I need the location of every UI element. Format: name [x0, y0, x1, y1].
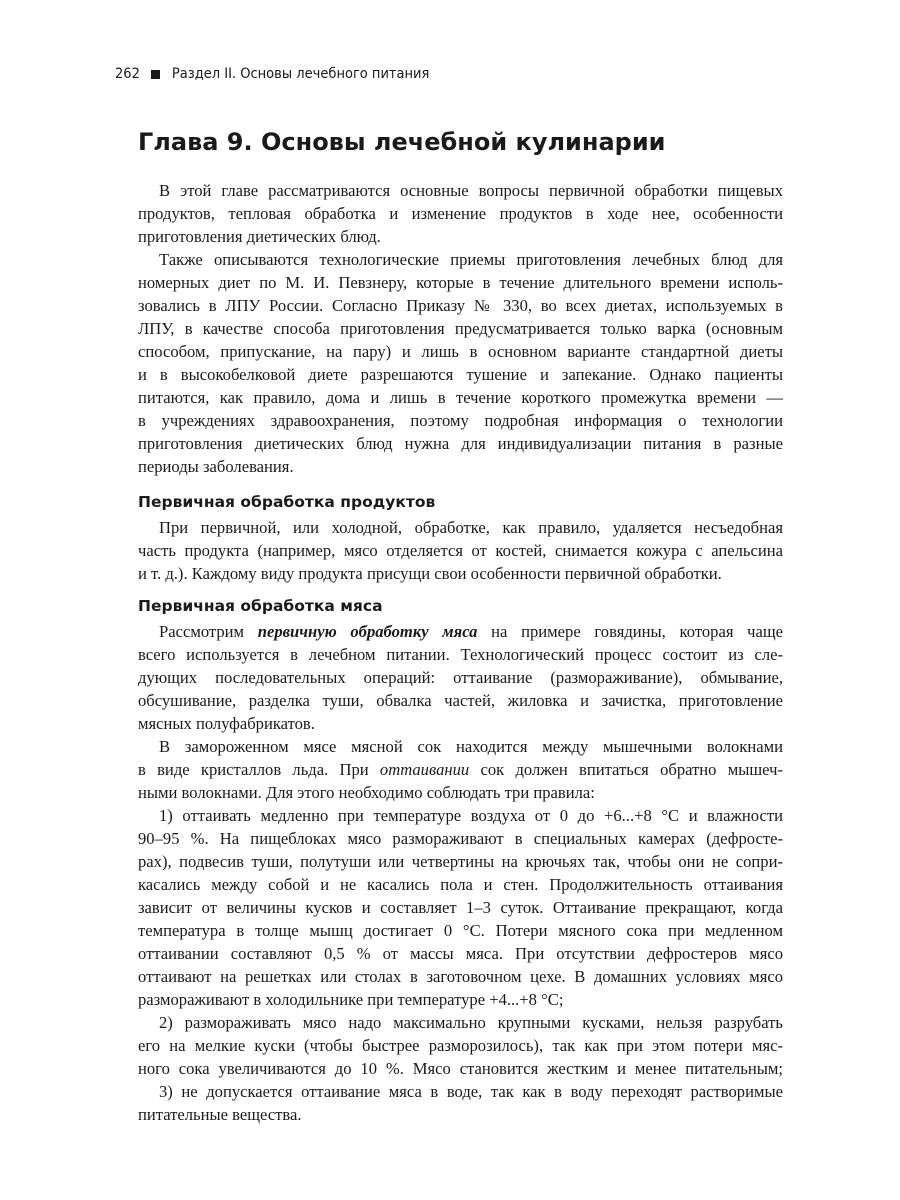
square-bullet-icon: [151, 70, 160, 79]
text-line: мясных полуфабрикатов.: [138, 714, 315, 733]
text-line: номерных диет по М. И. Певзнеру, которые в течение длительного времени исполь-: [138, 273, 783, 292]
meat-paragraph-1: [138, 620, 783, 735]
body-text: [138, 179, 783, 1126]
text-line: [138, 620, 783, 643]
text-line: Также описываются технологические приемы приготовления лечебных блюд для: [159, 250, 783, 269]
italic-term: оттаивании: [379, 760, 470, 779]
text-line: температура в толще мышц достигает 0 °С. Потери мясного сока при медленном: [138, 921, 783, 940]
text-line: ного сока увеличиваются до 10 %. Мясо становится жестким и менее питательным;: [138, 1059, 783, 1078]
products-paragraph: [138, 516, 783, 585]
intro-paragraph-1: [138, 179, 783, 248]
section-heading-products: Первичная обработка продуктов: [138, 493, 436, 511]
rule-2: [138, 1011, 783, 1080]
text-line: и т. д.). Каждому виду продукта присущи свои особенности первичной обработки.: [138, 564, 722, 583]
rule-3: [138, 1080, 783, 1126]
text-line: 90–95 %. На пищеблоках мясо размораживают в специальных камерах (дефросте-: [138, 829, 783, 848]
text-line: способом, припускание, на пару) и лишь в основном варианте стандартной диеты: [138, 342, 783, 361]
text-line: касались между собой и не касались пола и стен. Продолжительность оттаивания: [138, 875, 783, 894]
text-line: 3) не допускается оттаивание мяса в воде, так как в воду переходят растворимые: [159, 1082, 783, 1101]
text-line: и в высокобелковой диете разрешаются тушение и запекание. Однако пациенты: [138, 365, 783, 384]
chapter-title: Глава 9. Основы лечебной кулинарии: [138, 128, 666, 156]
text-line: В замороженном мясе мясной сок находится между мышечными волокнами: [159, 737, 783, 756]
text-line: ными волокнами. Для этого необходимо соблюдать три правила:: [138, 783, 595, 802]
text-line: приготовления диетических блюд.: [138, 227, 381, 246]
text-line: обсушивание, разделка туши, обвалка частей, жиловка и зачистка, приготовление: [138, 691, 783, 710]
text-line: В этой главе рассматриваются основные вопросы первичной обработки пищевых: [159, 181, 783, 200]
text-line: 2) размораживать мясо надо максимально крупными кусками, нельзя разрубать: [159, 1013, 783, 1032]
text-run: сок должен впитаться обратно мышеч-: [469, 760, 783, 779]
text-line: периоды заболевания.: [138, 457, 294, 476]
emphasis-term: первичную обработку мяса: [257, 622, 478, 641]
rule-1: [138, 804, 783, 1011]
text-line: в учреждениях здравоохранения, поэтому подробная информация о технологии: [138, 411, 783, 430]
text-line: При первичной, или холодной, обработке, как правило, удаляется несъедобная: [159, 518, 783, 537]
text-line: оттаивании составляют 0,5 % от массы мяса. При отсутствии дефростеров мясо: [138, 944, 783, 963]
text-line: его на мелкие куски (чтобы быстрее разморозилось), так как при этом потери мяс-: [138, 1036, 783, 1055]
section-title: Раздел II. Основы лечебного питания: [171, 66, 430, 82]
text-line: питаются, как правило, дома и лишь в течение короткого промежутка времени —: [138, 388, 783, 407]
text-line: продуктов, тепловая обработка и изменение продуктов в ходе нее, особенности: [138, 204, 783, 223]
running-head: [115, 66, 429, 82]
section-heading-meat: Первичная обработка мяса: [138, 597, 383, 615]
text-line: зовались в ЛПУ России. Согласно Приказу № 330, во всех диетах, используемых в: [138, 296, 783, 315]
meat-paragraph-2: [138, 735, 783, 804]
text-line: всего используется в лечебном питании. Технологический процесс состоит из сле-: [138, 645, 783, 664]
text-line: [138, 758, 783, 781]
text-line: часть продукта (например, мясо отделяется от костей, снимается кожура с апельсина: [138, 541, 783, 560]
page-number: 262: [115, 66, 140, 82]
text-line: рах), подвесив туши, полутуши или четвертины на крючьях так, чтобы они не сопри-: [138, 852, 783, 871]
text-line: дующих последовательных операций: оттаивание (размораживание), обмывание,: [138, 668, 783, 687]
text-line: размораживают в холодильнике при температуре +4...+8 °С;: [138, 990, 564, 1009]
text-line: питательные вещества.: [138, 1105, 302, 1124]
text-line: оттаивают на решетках или столах в заготовочном цехе. В домашних условиях мясо: [138, 967, 783, 986]
text-line: зависит от величины кусков и составляет 1–3 суток. Оттаивание прекращают, когда: [138, 898, 783, 917]
text-line: приготовления диетических блюд нужна для индивидуализации питания в разные: [138, 434, 783, 453]
text-run: в виде кристаллов льда. При: [138, 760, 380, 779]
text-line: ЛПУ, в качестве способа приготовления предусматривается только варка (основным: [138, 319, 783, 338]
text-run: Рассмотрим: [159, 622, 258, 641]
intro-paragraph-2: [138, 248, 783, 478]
text-line: 1) оттаивать медленно при температуре воздуха от 0 до +6...+8 °С и влажности: [159, 806, 783, 825]
text-run: на примере говядины, которая чаще: [477, 622, 784, 641]
